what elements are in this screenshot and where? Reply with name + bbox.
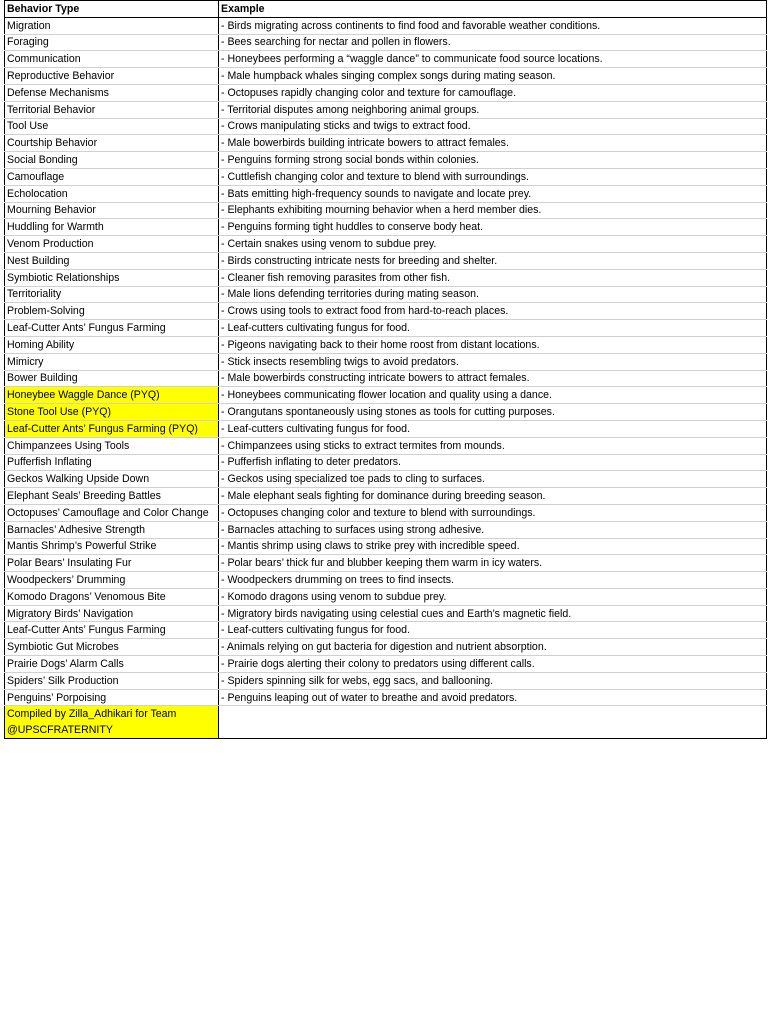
behavior-type-cell: Nest Building [5, 252, 219, 269]
behavior-type-cell: Barnacles’ Adhesive Strength [5, 521, 219, 538]
example-cell: - Honeybees performing a “waggle dance” to communicate food source locations. [219, 51, 767, 68]
behavior-type-cell: Camouflage [5, 168, 219, 185]
behavior-type-cell: Migration [5, 17, 219, 34]
table-row [5, 639, 767, 656]
example-cell: - Mantis shrimp using claws to strike prey with incredible speed. [219, 538, 767, 555]
header-behavior-type: Behavior Type [5, 1, 219, 18]
example-cell: - Birds constructing intricate nests for breeding and shelter. [219, 252, 767, 269]
behavior-type-cell: Problem-Solving [5, 303, 219, 320]
example-cell: - Cleaner fish removing parasites from other fish. [219, 269, 767, 286]
behavior-type-cell: Huddling for Warmth [5, 219, 219, 236]
behavior-type-cell: Chimpanzees Using Tools [5, 437, 219, 454]
table-row [5, 152, 767, 169]
table-row [5, 471, 767, 488]
behavior-type-cell: Mimicry [5, 353, 219, 370]
behavior-type-cell: Pufferfish Inflating [5, 454, 219, 471]
table-row [5, 185, 767, 202]
table-row [5, 101, 767, 118]
example-cell: - Male humpback whales singing complex songs during mating season. [219, 68, 767, 85]
table-row [5, 269, 767, 286]
behavior-type-cell: Stone Tool Use (PYQ) [5, 404, 219, 421]
example-cell: - Crows using tools to extract food from hard-to-reach places. [219, 303, 767, 320]
behavior-type-cell: Symbiotic Relationships [5, 269, 219, 286]
table-row [5, 353, 767, 370]
behavior-type-cell: Foraging [5, 34, 219, 51]
table-row [5, 420, 767, 437]
behavior-type-cell: Polar Bears’ Insulating Fur [5, 555, 219, 572]
table-row [5, 656, 767, 673]
example-cell: - Animals relying on gut bacteria for digestion and nutrient absorption. [219, 639, 767, 656]
table-row [5, 303, 767, 320]
example-cell: - Territorial disputes among neighboring animal groups. [219, 101, 767, 118]
behavior-type-cell: Mantis Shrimp’s Powerful Strike [5, 538, 219, 555]
table-row [5, 320, 767, 337]
table-row [5, 622, 767, 639]
table-row [5, 236, 767, 253]
behavior-type-cell: Tool Use [5, 118, 219, 135]
behavior-type-cell: Leaf-Cutter Ants’ Fungus Farming [5, 320, 219, 337]
behavior-table [4, 0, 767, 739]
example-cell: - Penguins forming strong social bonds within colonies. [219, 152, 767, 169]
example-cell: - Male bowerbirds constructing intricate bowers to attract females. [219, 370, 767, 387]
example-cell: - Leaf-cutters cultivating fungus for food. [219, 622, 767, 639]
behavior-type-cell: Communication [5, 51, 219, 68]
behavior-type-cell: Elephant Seals’ Breeding Battles [5, 488, 219, 505]
behavior-type-cell: Venom Production [5, 236, 219, 253]
table-row [5, 572, 767, 589]
behavior-type-cell: Reproductive Behavior [5, 68, 219, 85]
table-row [5, 555, 767, 572]
behavior-type-cell: Prairie Dogs’ Alarm Calls [5, 656, 219, 673]
header-row [5, 1, 767, 18]
example-cell: - Polar bears’ thick fur and blubber keeping them warm in icy waters. [219, 555, 767, 572]
table-row [5, 135, 767, 152]
table-row [5, 538, 767, 555]
example-cell: - Penguins leaping out of water to breathe and avoid predators. [219, 689, 767, 706]
table-row [5, 336, 767, 353]
table-row [5, 605, 767, 622]
example-cell: - Honeybees communicating flower location and quality using a dance. [219, 387, 767, 404]
example-cell: - Stick insects resembling twigs to avoid predators. [219, 353, 767, 370]
table-row [5, 202, 767, 219]
table-row [5, 387, 767, 404]
behavior-type-cell: Territorial Behavior [5, 101, 219, 118]
table-row [5, 437, 767, 454]
example-cell: - Male elephant seals fighting for dominance during breeding season. [219, 488, 767, 505]
behavior-type-cell: Courtship Behavior [5, 135, 219, 152]
table-row [5, 17, 767, 34]
table-row [5, 252, 767, 269]
behavior-type-cell: Honeybee Waggle Dance (PYQ) [5, 387, 219, 404]
example-cell: - Certain snakes using venom to subdue prey. [219, 236, 767, 253]
example-cell: - Birds migrating across continents to find food and favorable weather conditions. [219, 17, 767, 34]
behavior-type-cell: Leaf-Cutter Ants’ Fungus Farming (PYQ) [5, 420, 219, 437]
table-row [5, 219, 767, 236]
example-cell: - Crows manipulating sticks and twigs to extract food. [219, 118, 767, 135]
example-cell: - Pufferfish inflating to deter predators. [219, 454, 767, 471]
example-cell: - Cuttlefish changing color and texture to blend with surroundings. [219, 168, 767, 185]
behavior-type-cell: Woodpeckers’ Drumming [5, 572, 219, 589]
example-cell: - Octopuses rapidly changing color and texture for camouflage. [219, 84, 767, 101]
table-row [5, 370, 767, 387]
example-cell: - Spiders spinning silk for webs, egg sacs, and ballooning. [219, 672, 767, 689]
table-row [5, 168, 767, 185]
example-cell: - Leaf-cutters cultivating fungus for food. [219, 420, 767, 437]
table-row [5, 404, 767, 421]
example-cell: - Geckos using specialized toe pads to cling to surfaces. [219, 471, 767, 488]
credit-text: Compiled by Zilla_Adhikari for Team @UPSCFRATERNITY [5, 706, 219, 739]
example-cell: - Male lions defending territories during mating season. [219, 286, 767, 303]
behavior-type-cell: Komodo Dragons’ Venomous Bite [5, 588, 219, 605]
credit-row [5, 706, 767, 739]
table-row [5, 286, 767, 303]
behavior-type-cell: Territoriality [5, 286, 219, 303]
example-cell: - Komodo dragons using venom to subdue prey. [219, 588, 767, 605]
example-cell: - Prairie dogs alerting their colony to predators using different calls. [219, 656, 767, 673]
example-cell: - Migratory birds navigating using celestial cues and Earth’s magnetic field. [219, 605, 767, 622]
table-row [5, 504, 767, 521]
example-cell: - Chimpanzees using sticks to extract termites from mounds. [219, 437, 767, 454]
example-cell: - Male bowerbirds building intricate bowers to attract females. [219, 135, 767, 152]
example-cell: - Woodpeckers drumming on trees to find insects. [219, 572, 767, 589]
example-cell: - Bats emitting high-frequency sounds to navigate and locate prey. [219, 185, 767, 202]
example-cell: - Penguins forming tight huddles to conserve body heat. [219, 219, 767, 236]
example-cell: - Pigeons navigating back to their home roost from distant locations. [219, 336, 767, 353]
table-row [5, 672, 767, 689]
example-cell: - Bees searching for nectar and pollen in flowers. [219, 34, 767, 51]
table-row [5, 689, 767, 706]
table-body [5, 17, 767, 739]
behavior-type-cell: Symbiotic Gut Microbes [5, 639, 219, 656]
header-example: Example [219, 1, 767, 18]
example-cell: - Elephants exhibiting mourning behavior when a herd member dies. [219, 202, 767, 219]
table-row [5, 84, 767, 101]
table-row [5, 118, 767, 135]
example-cell: - Barnacles attaching to surfaces using strong adhesive. [219, 521, 767, 538]
behavior-type-cell: Spiders’ Silk Production [5, 672, 219, 689]
table-row [5, 521, 767, 538]
behavior-type-cell: Echolocation [5, 185, 219, 202]
example-cell: - Leaf-cutters cultivating fungus for food. [219, 320, 767, 337]
behavior-type-cell: Mourning Behavior [5, 202, 219, 219]
example-cell: - Octopuses changing color and texture to blend with surroundings. [219, 504, 767, 521]
table-row [5, 588, 767, 605]
behavior-type-cell: Octopuses’ Camouflage and Color Change [5, 504, 219, 521]
behavior-type-cell: Migratory Birds’ Navigation [5, 605, 219, 622]
example-cell: - Orangutans spontaneously using stones as tools for cutting purposes. [219, 404, 767, 421]
table-row [5, 68, 767, 85]
behavior-type-cell: Leaf-Cutter Ants’ Fungus Farming [5, 622, 219, 639]
table-row [5, 34, 767, 51]
behavior-type-cell: Bower Building [5, 370, 219, 387]
behavior-type-cell: Social Bonding [5, 152, 219, 169]
behavior-type-cell: Defense Mechanisms [5, 84, 219, 101]
empty-cell [219, 706, 767, 739]
behavior-type-cell: Penguins’ Porpoising [5, 689, 219, 706]
table-row [5, 488, 767, 505]
behavior-type-cell: Homing Ability [5, 336, 219, 353]
table-row [5, 454, 767, 471]
behavior-type-cell: Geckos Walking Upside Down [5, 471, 219, 488]
table-row [5, 51, 767, 68]
